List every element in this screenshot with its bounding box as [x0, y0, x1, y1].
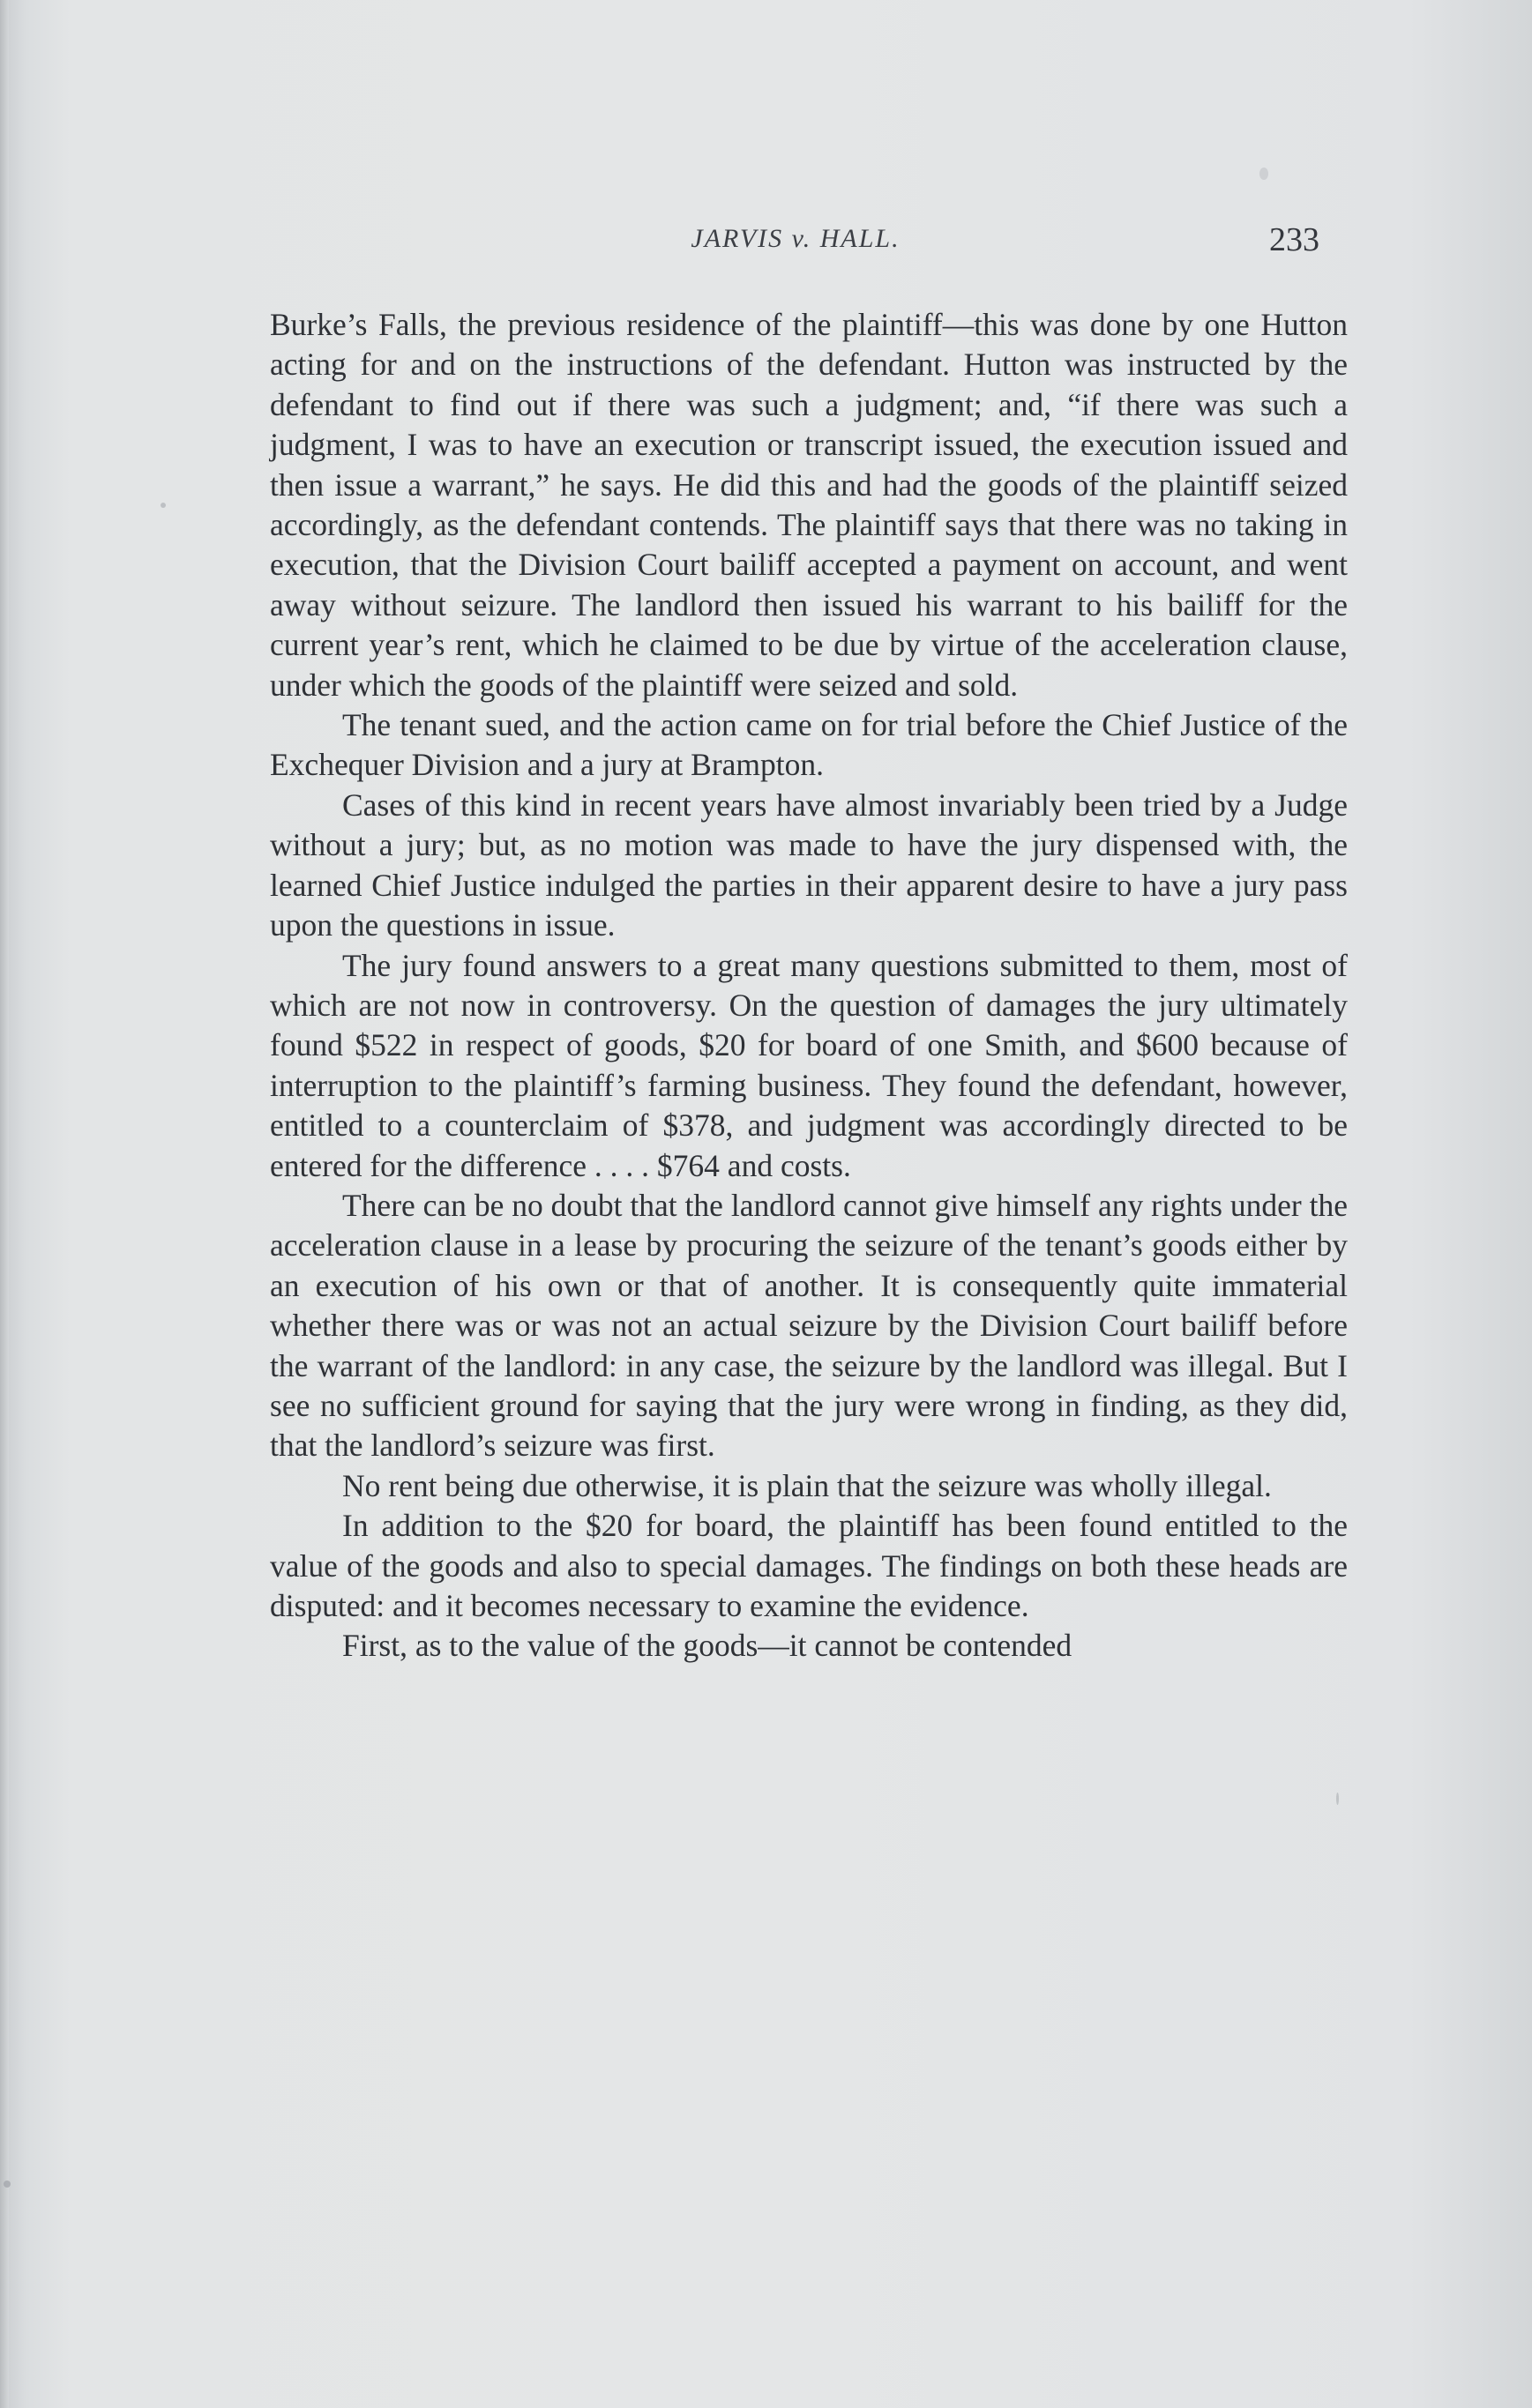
body-text [270, 305, 1348, 1666]
paragraph: In addition to the $20 for board, the plaintiff has been found entitled to the value of the goods and also to special damages. The findings on both these heads are disputed: and it becomes necessary to examine the evidence. [270, 1508, 1348, 1623]
paragraph: There can be no doubt that the landlord cannot give himself any rights under the acceleration clause in a lease by procuring the seizure of the tenant’s goods either by an execution of his own or that of another. It is consequently quite immaterial whether there was or was not an actual seizure by the Division Court bailiff before the warrant of the landlord: in any case, the seizure by the landlord was illegal. But I see no sufficient ground for saying that the jury were wrong in finding, as they did, that the landlord’s seizure was first. [270, 1187, 1348, 1464]
paragraph: The tenant sued, and the action came on for trial before the Chief Justice of the Exchequer Division and a jury at Brampton. [270, 707, 1348, 783]
paragraph: No rent being due otherwise, it is plain that the seizure was wholly illegal. [342, 1467, 1272, 1503]
paragraph: First, as to the value of the goods—it cannot be contended [342, 1628, 1072, 1664]
paragraph: Burke’s Falls, the previous residence of the plaintiff—this was done by one Hutton acting for and on the instructions of the defendant. Hutton was instructed by the defendant to find out if there was such a judgment; and, “if there was such a judgment, I was to have an execution or transcript issued, the execution issued and then issue a warrant,” he says. He did this and had the goods of the plaintiff seized accordingly, as the defendant contends. The plaintiff says that there was no taking in execution, that the Division Court bailiff accepted a payment on account, and went away without seizure. The landlord then issued his warrant to his bailiff for the current year’s rent, which he claimed to be due by virtue of the acceleration clause, under which the goods of the plaintiff were seized and sold. [270, 307, 1348, 703]
paragraph: Cases of this kind in recent years have almost invariably been tried by a Judge without a jury; but, as no motion was made to have the jury dispensed with, the learned Chief Justice indulged the parties in their apparent desire to have a jury pass upon the questions in issue. [270, 787, 1348, 943]
ink-speck [1336, 1793, 1339, 1805]
ink-speck [4, 2181, 11, 2188]
ink-speck [161, 503, 166, 508]
page-spine-shadow [0, 0, 9, 2408]
paragraph: The jury found answers to a great many questions submitted to them, most of which are not now in controversy. On the question of damages the jury ultimately found $522 in respect of goods, $20 for board of one Smith, and $600 because of interruption to the plaintiff’s farming business. They found the defendant, however, entitled to a counterclaim of $378, and judgment was accordingly directed to be entered for the difference . . . . $764 and costs. [270, 947, 1348, 1183]
page-number: 233 [1269, 221, 1319, 258]
page-header [272, 221, 1319, 268]
running-title: JARVIS v. HALL. [691, 224, 901, 253]
ink-speck [1259, 168, 1268, 180]
